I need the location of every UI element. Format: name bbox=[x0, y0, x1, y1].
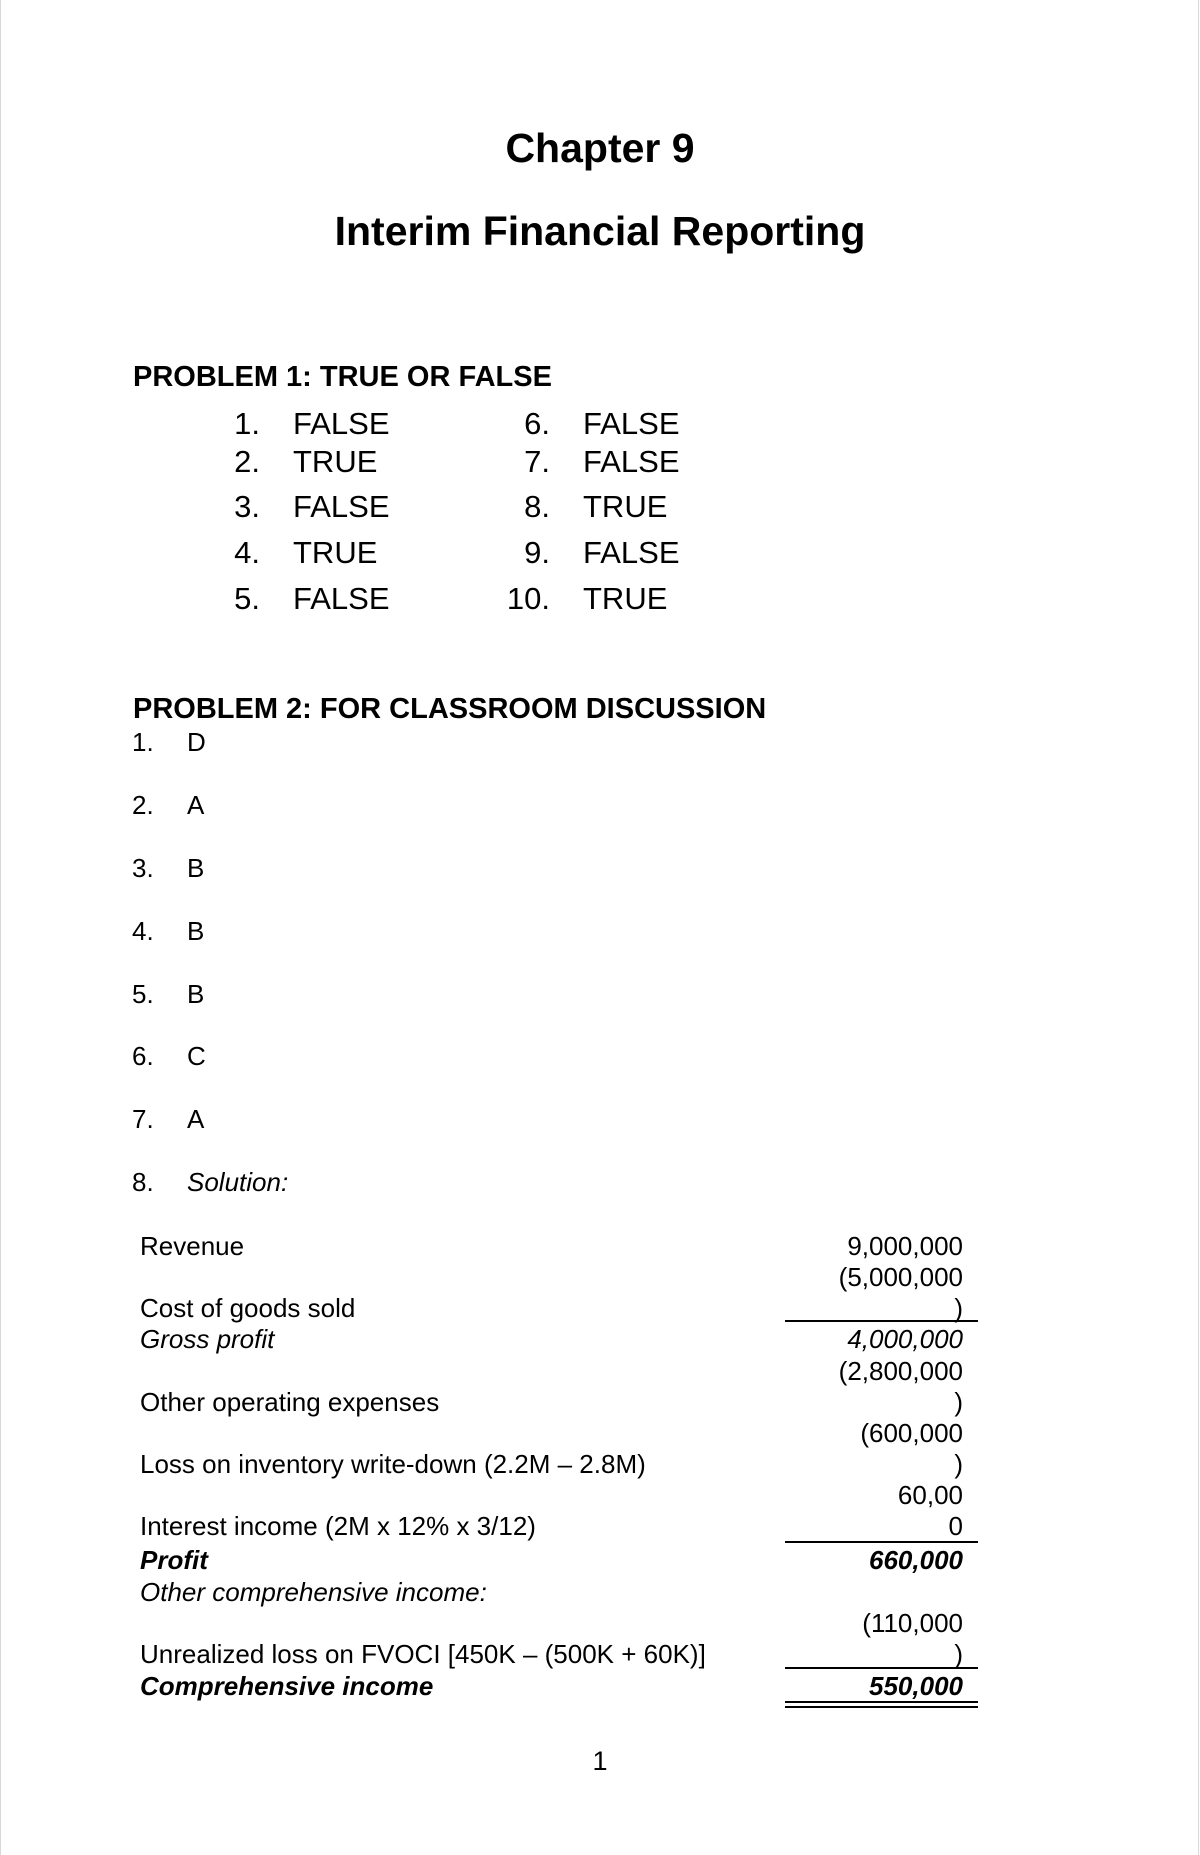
item-answer: B bbox=[187, 916, 205, 946]
item-number: 7. bbox=[132, 1104, 154, 1134]
revenue-amount: 9,000,000 bbox=[847, 1231, 963, 1261]
answer-row bbox=[0, 1167, 1200, 1197]
tf-row bbox=[0, 490, 1200, 524]
item-number: 6. bbox=[132, 1041, 154, 1071]
item-number: 10. bbox=[506, 581, 550, 616]
item-answer: B bbox=[187, 853, 205, 883]
item-answer: D bbox=[187, 727, 206, 757]
profit-row bbox=[0, 1545, 1200, 1575]
profit-amount: 660,000 bbox=[869, 1545, 963, 1575]
item-answer: FALSE bbox=[293, 581, 390, 616]
cogs-label: Cost of goods sold bbox=[140, 1293, 356, 1323]
item-number: 2. bbox=[132, 790, 154, 820]
item-number: 1. bbox=[234, 406, 260, 441]
answer-row bbox=[0, 916, 1200, 946]
unrealized-loss-amount-paren: ) bbox=[954, 1639, 963, 1669]
interest-income-amount-tail: 0 bbox=[948, 1511, 963, 1541]
tf-row bbox=[0, 536, 1200, 570]
item-answer: FALSE bbox=[293, 406, 390, 441]
unrealized-loss-row bbox=[0, 1639, 1200, 1669]
chapter-title: Chapter 9 bbox=[505, 125, 695, 171]
subtotal-rule bbox=[785, 1541, 978, 1543]
item-answer: TRUE bbox=[583, 489, 668, 524]
item-number: 9. bbox=[524, 535, 550, 570]
cogs-amount: (5,000,000 bbox=[838, 1262, 963, 1292]
cogs-amount-paren: ) bbox=[954, 1293, 963, 1323]
gross-profit-amount: 4,000,000 bbox=[847, 1324, 963, 1354]
item-number: 4. bbox=[234, 535, 260, 570]
page-number: 1 bbox=[592, 1746, 608, 1776]
item-answer: C bbox=[187, 1041, 206, 1071]
tf-row bbox=[0, 582, 1200, 616]
other-opex-amount: (2,800,000 bbox=[838, 1356, 963, 1386]
item-answer: FALSE bbox=[293, 489, 390, 524]
comprehensive-income-label: Comprehensive income bbox=[140, 1671, 434, 1701]
answer-row bbox=[0, 853, 1200, 883]
solution-label: Solution: bbox=[187, 1167, 289, 1197]
item-number: 3. bbox=[234, 489, 260, 524]
item-answer: TRUE bbox=[293, 444, 378, 479]
item-number: 8. bbox=[132, 1167, 154, 1197]
item-answer: FALSE bbox=[583, 406, 680, 441]
gross-profit-label: Gross profit bbox=[140, 1324, 275, 1354]
answer-row bbox=[0, 1104, 1200, 1134]
tf-row bbox=[0, 445, 1200, 479]
item-number: 8. bbox=[524, 489, 550, 524]
item-number: 5. bbox=[132, 979, 154, 1009]
item-answer: A bbox=[187, 1104, 205, 1134]
unrealized-loss-label: Unrealized loss on FVOCI [450K – (500K + 60K)] bbox=[140, 1639, 706, 1669]
interest-income-label: Interest income (2M x 12% x 3/12) bbox=[140, 1511, 536, 1541]
tf-row bbox=[0, 407, 1200, 441]
cogs-row bbox=[0, 1293, 1200, 1323]
gross-profit-row bbox=[0, 1324, 1200, 1354]
unrealized-loss-amount: (110,000 bbox=[862, 1608, 963, 1638]
answer-row bbox=[0, 790, 1200, 820]
comprehensive-income-row bbox=[0, 1671, 1200, 1701]
item-answer: TRUE bbox=[293, 535, 378, 570]
revenue-row bbox=[0, 1231, 1200, 1261]
inventory-loss-amount-paren: ) bbox=[954, 1449, 963, 1479]
answer-row bbox=[0, 979, 1200, 1009]
item-number: 4. bbox=[132, 916, 154, 946]
subtotal-rule bbox=[785, 1667, 978, 1669]
oci-heading: Other comprehensive income: bbox=[140, 1577, 487, 1607]
item-number: 1. bbox=[132, 727, 154, 757]
document-title: Interim Financial Reporting bbox=[334, 208, 866, 254]
profit-label: Profit bbox=[140, 1545, 208, 1575]
item-answer: TRUE bbox=[583, 581, 668, 616]
item-number: 3. bbox=[132, 853, 154, 883]
interest-income-amount: 60,00 bbox=[897, 1480, 963, 1510]
item-number: 5. bbox=[234, 581, 260, 616]
inventory-loss-label: Loss on inventory write-down (2.2M – 2.8M) bbox=[140, 1449, 646, 1479]
other-opex-amount-paren: ) bbox=[954, 1387, 963, 1417]
problem1-heading: PROBLEM 1: TRUE OR FALSE bbox=[133, 361, 552, 393]
other-opex-label: Other operating expenses bbox=[140, 1387, 440, 1417]
problem2-heading: PROBLEM 2: FOR CLASSROOM DISCUSSION bbox=[133, 693, 767, 725]
item-number: 6. bbox=[524, 406, 550, 441]
item-answer: FALSE bbox=[583, 444, 680, 479]
subtotal-rule bbox=[785, 1320, 978, 1322]
other-opex-row bbox=[0, 1387, 1200, 1417]
total-double-rule bbox=[785, 1701, 978, 1708]
interest-income-row bbox=[0, 1511, 1200, 1541]
comprehensive-income-amount: 550,000 bbox=[869, 1671, 963, 1701]
oci-heading-row bbox=[0, 1577, 1200, 1607]
item-number: 7. bbox=[524, 444, 550, 479]
item-number: 2. bbox=[234, 444, 260, 479]
inventory-loss-amount: (600,000 bbox=[860, 1418, 963, 1448]
answer-row bbox=[0, 1041, 1200, 1071]
item-answer: FALSE bbox=[583, 535, 680, 570]
answer-row bbox=[0, 727, 1200, 757]
revenue-label: Revenue bbox=[140, 1231, 245, 1261]
inventory-loss-row bbox=[0, 1449, 1200, 1479]
item-answer: B bbox=[187, 979, 205, 1009]
item-answer: A bbox=[187, 790, 205, 820]
